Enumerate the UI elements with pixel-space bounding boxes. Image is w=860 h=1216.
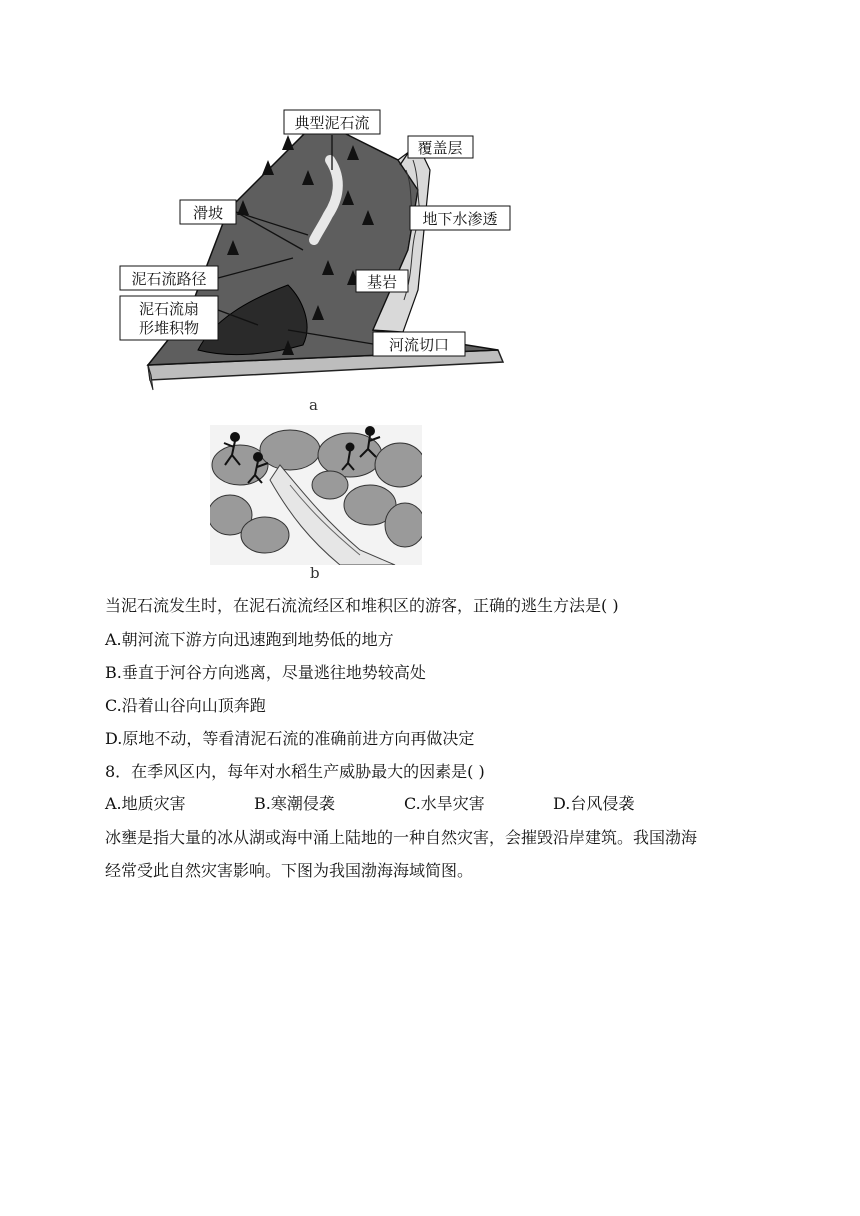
passage-line-1: 冰壅是指大量的冰从湖或海中涌上陆地的一种自然灾害，会摧毁沿岸建筑。我国渤海 xyxy=(105,828,698,847)
question-7-option-b[interactable]: B.垂直于河谷方向逃离，尽量逃往地势较高处 xyxy=(105,663,426,682)
label-bedrock: 基岩 xyxy=(366,273,398,291)
question-7-stem: 当泥石流发生时，在泥石流流经区和堆积区的游客，正确的逃生方法是( ) xyxy=(105,596,619,615)
question-7-option-c[interactable]: C.沿着山谷向山顶奔跑 xyxy=(105,696,266,715)
question-8-option-b[interactable]: B.寒潮侵袭 xyxy=(254,794,335,813)
label-debris-path: 泥石流路径 xyxy=(131,270,207,288)
question-7-option-d[interactable]: D.原地不动，等看清泥石流的准确前进方向再做决定 xyxy=(105,729,475,748)
label-typical-debris-flow: 典型泥石流 xyxy=(294,114,370,132)
question-8-option-d[interactable]: D.台风侵袭 xyxy=(553,794,635,813)
label-debris-fan-2: 形堆积物 xyxy=(138,319,200,337)
passage-line-2: 经常受此自然灾害影响。下图为我国渤海海域简图。 xyxy=(105,861,474,880)
question-7-option-a[interactable]: A.朝河流下游方向迅速跑到地势低的地方 xyxy=(105,630,394,649)
escape-illustration xyxy=(210,425,422,565)
label-debris-fan-1: 泥石流扇 xyxy=(138,300,200,318)
figure-a-caption: a xyxy=(309,396,318,414)
label-groundwater: 地下水渗透 xyxy=(422,210,498,228)
debris-flow-diagram xyxy=(118,100,518,395)
figure-b-caption: b xyxy=(310,564,320,582)
question-8-option-c[interactable]: C.水旱灾害 xyxy=(404,794,485,813)
label-cover-layer: 覆盖层 xyxy=(417,139,463,157)
question-8-option-a[interactable]: A.地质灾害 xyxy=(105,794,186,813)
question-8-stem: 8．在季风区内，每年对水稻生产威胁最大的因素是( ) xyxy=(105,762,485,781)
label-landslide: 滑坡 xyxy=(192,204,224,222)
label-river-cut: 河流切口 xyxy=(388,336,450,354)
